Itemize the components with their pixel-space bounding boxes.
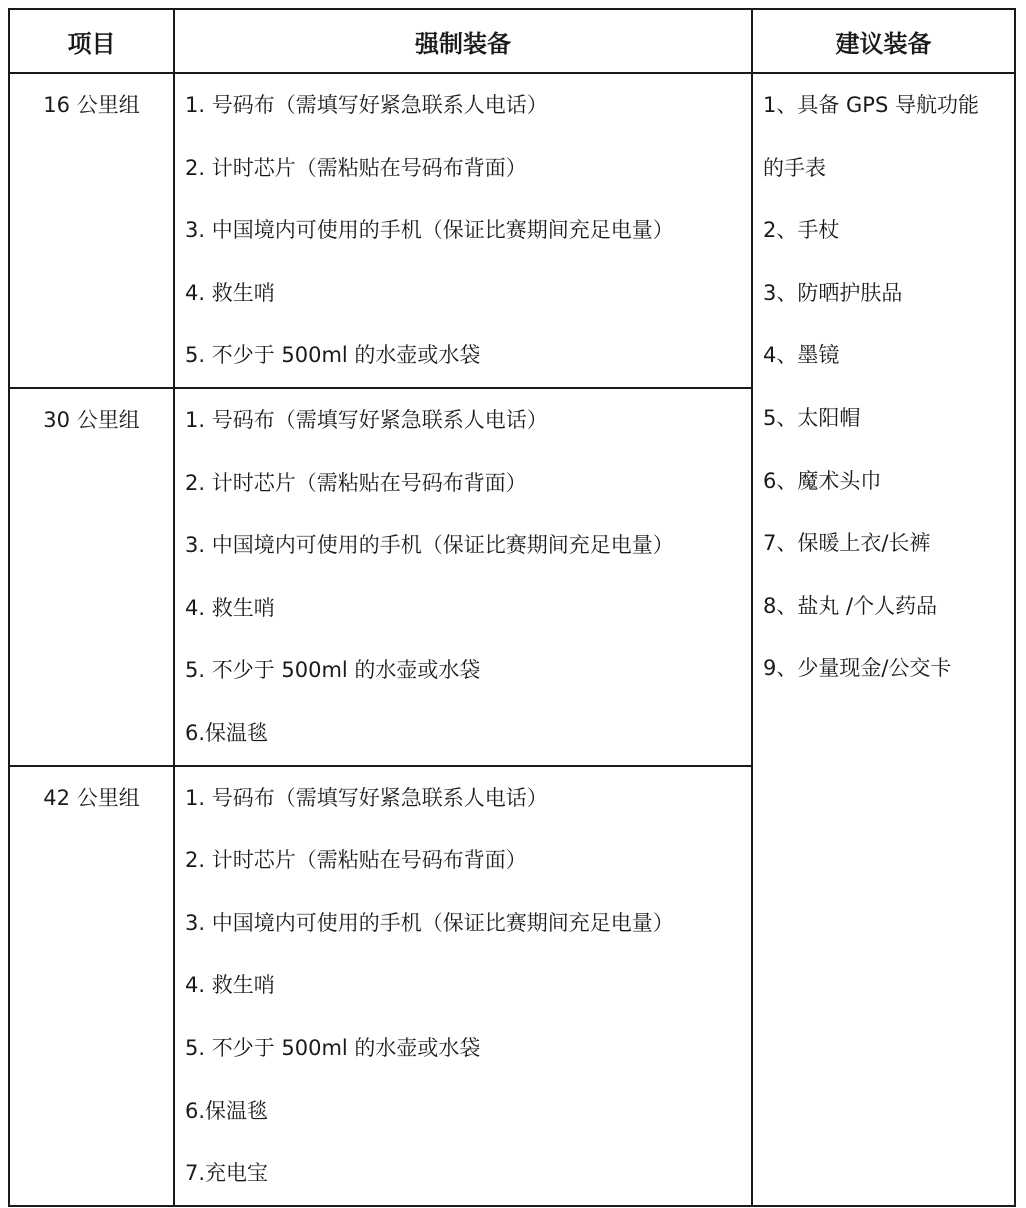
header-suggested: 建议装备 [752, 9, 1015, 73]
required-item: 1. 号码布（需填写好紧急联系人电话） [185, 785, 548, 810]
required-item: 2. 计时芯片（需粘贴在号码布背面） [185, 470, 527, 495]
suggested-item: 3、防晒护肤品 [763, 280, 903, 305]
suggested-list [752, 73, 1015, 1206]
suggested-item: 6、魔术头巾 [763, 468, 882, 493]
group-name-42km: 42 公里组 [9, 766, 174, 1206]
required-item: 4. 救生哨 [185, 595, 275, 620]
required-item: 2. 计时芯片（需粘贴在号码布背面） [185, 155, 527, 180]
suggested-item: 5、太阳帽 [763, 405, 861, 430]
required-item: 6.保温毯 [185, 720, 269, 745]
required-item: 2. 计时芯片（需粘贴在号码布背面） [185, 848, 527, 873]
header-row [9, 9, 1015, 73]
header-required: 强制装备 [174, 9, 752, 73]
required-item: 1. 号码布（需填写好紧急联系人电话） [185, 407, 548, 432]
required-item: 5. 不少于 500ml 的水壶或水袋 [185, 343, 481, 368]
required-item: 6.保温毯 [185, 1098, 269, 1123]
suggested-item: 4、墨镜 [763, 343, 840, 368]
required-item: 1. 号码布（需填写好紧急联系人电话） [185, 93, 548, 117]
suggested-item: 9、少量现金/公交卡 [763, 656, 952, 681]
required-list-42km [174, 766, 752, 1206]
required-list-30km [174, 388, 752, 766]
equipment-table [8, 8, 1016, 1207]
required-item: 4. 救生哨 [185, 280, 275, 305]
group-row-16km [9, 73, 1015, 388]
required-list-16km [174, 73, 752, 388]
suggested-item: 1、具备 GPS 导航功能 [763, 93, 979, 117]
required-item: 3. 中国境内可使用的手机（保证比赛期间充足电量） [185, 533, 674, 558]
required-item: 5. 不少于 500ml 的水壶或水袋 [185, 658, 481, 683]
required-item: 7.充电宝 [185, 1161, 269, 1186]
required-item: 3. 中国境内可使用的手机（保证比赛期间充足电量） [185, 910, 674, 935]
suggested-item: 的手表 [763, 155, 826, 180]
group-name-30km: 30 公里组 [9, 388, 174, 766]
suggested-item: 2、手杖 [763, 218, 840, 243]
group-name-16km: 16 公里组 [9, 73, 174, 388]
required-item: 4. 救生哨 [185, 973, 275, 998]
header-item: 项目 [9, 9, 174, 73]
suggested-item: 7、保暖上衣/长裤 [763, 531, 931, 556]
required-item: 3. 中国境内可使用的手机（保证比赛期间充足电量） [185, 218, 674, 243]
suggested-item: 8、盐丸 /个人药品 [763, 593, 938, 618]
required-item: 5. 不少于 500ml 的水壶或水袋 [185, 1035, 481, 1060]
